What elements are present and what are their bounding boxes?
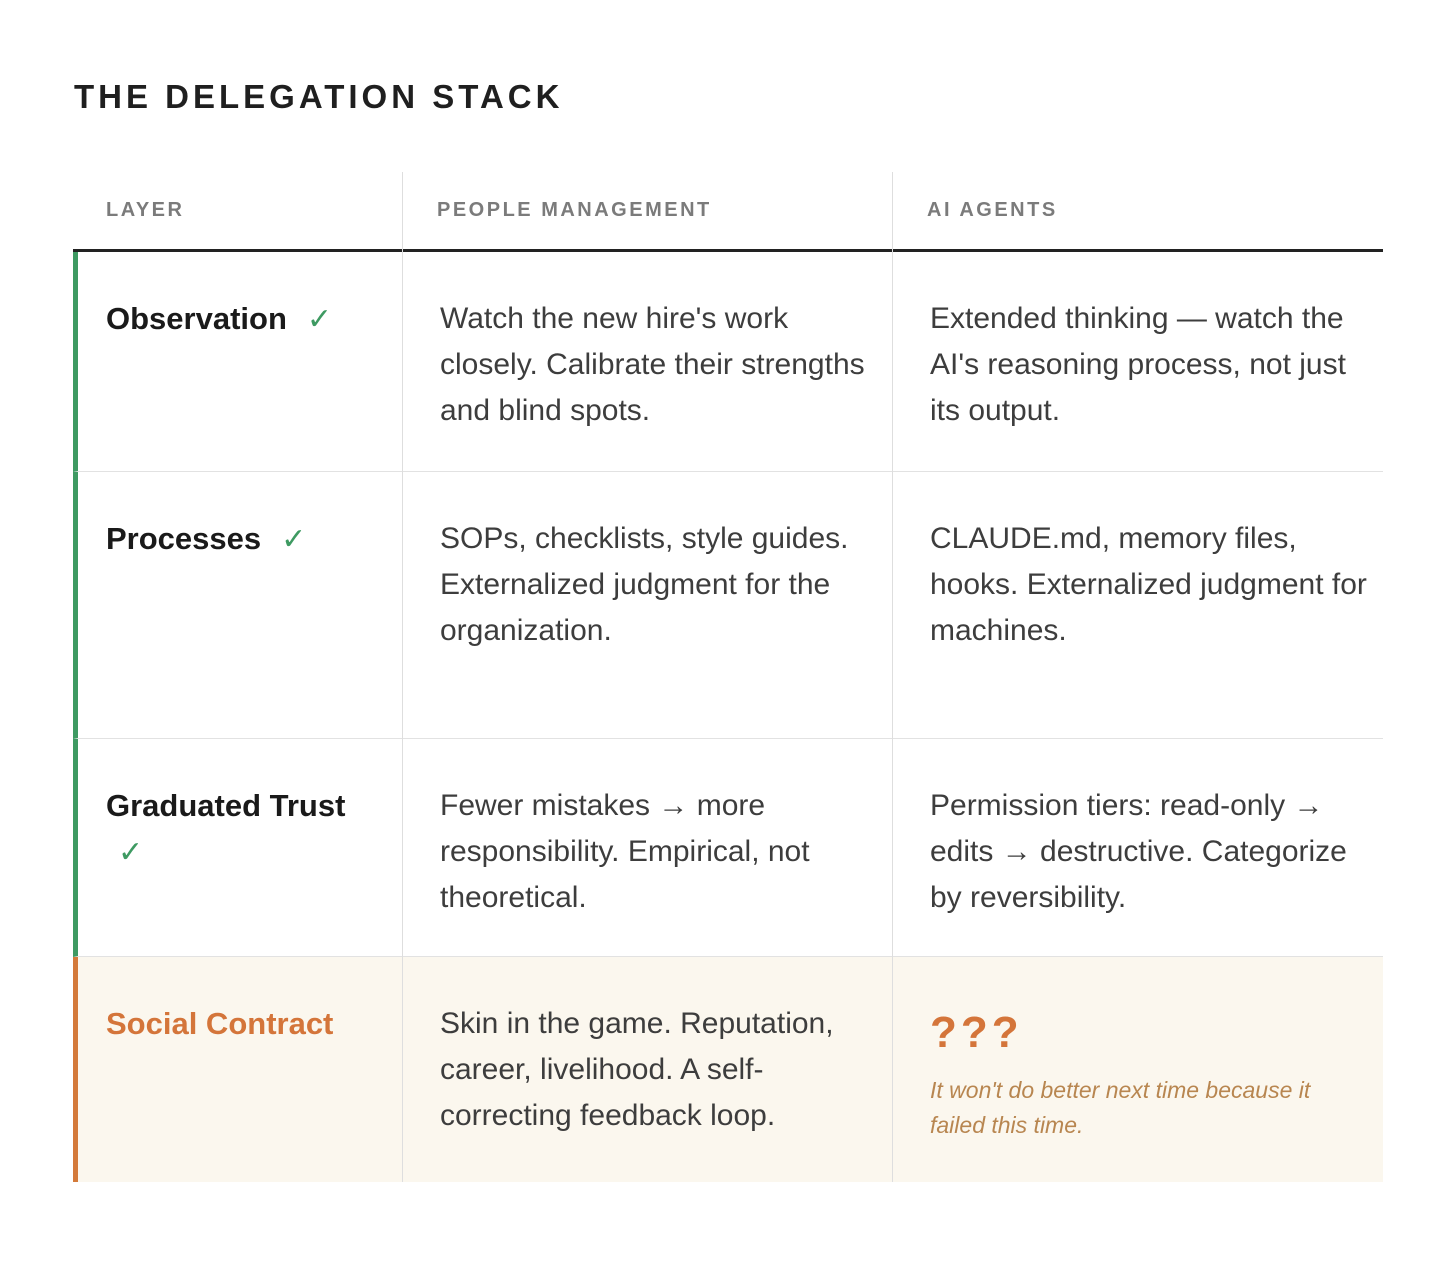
column-header-people-management: PEOPLE MANAGEMENT [437,199,712,221]
table-row-highlighted [73,957,1383,1182]
ai-agents-cell [930,957,1360,1143]
layer-name [106,739,396,876]
layer-label: Processes [106,521,262,556]
unknown-mark: ??? [930,1008,1023,1057]
layer-name [106,957,406,1047]
column-header-layer: LAYER [106,199,185,221]
ai-agents-cell: Permission tiers: read-only → edits → destructive. Categorize by reversibility. [930,789,1347,914]
column-divider [402,172,403,1182]
column-header-ai-agents: AI AGENTS [927,199,1058,221]
check-icon: ✓ [281,523,307,556]
table-row [73,739,1383,957]
layer-label: Social Contract [106,1006,334,1041]
people-management-cell: Fewer mistakes → more responsibility. Empirical, not theoretical. [440,789,810,914]
page-title: THE DELEGATION STACK [74,78,564,115]
layer-label: Observation [106,301,287,336]
people-management-cell: Skin in the game. Reputation, career, livelihood. A self-correcting feedback loop. [440,1007,834,1132]
layer-name [106,252,406,343]
ai-agents-cell: Extended thinking — watch the AI's reasoning process, not just its output. [930,302,1346,427]
people-management-cell: Watch the new hire's work closely. Calibrate their strengths and blind spots. [440,302,865,427]
layer-name [106,472,406,563]
layer-label: Graduated Trust [106,788,346,823]
table-row [73,472,1383,739]
table-header-row [73,172,1383,252]
table-row [73,252,1383,472]
ai-agents-cell: CLAUDE.md, memory files, hooks. Externalized judgment for machines. [930,522,1367,647]
check-icon: ✓ [306,303,333,336]
column-divider [892,172,893,1182]
people-management-cell: SOPs, checklists, style guides. Externalized judgment for the organization. [440,522,849,647]
ai-note: It won't do better next time because it failed this time. [930,1077,1311,1138]
delegation-table [73,172,1383,1182]
check-icon: ✓ [118,836,144,869]
